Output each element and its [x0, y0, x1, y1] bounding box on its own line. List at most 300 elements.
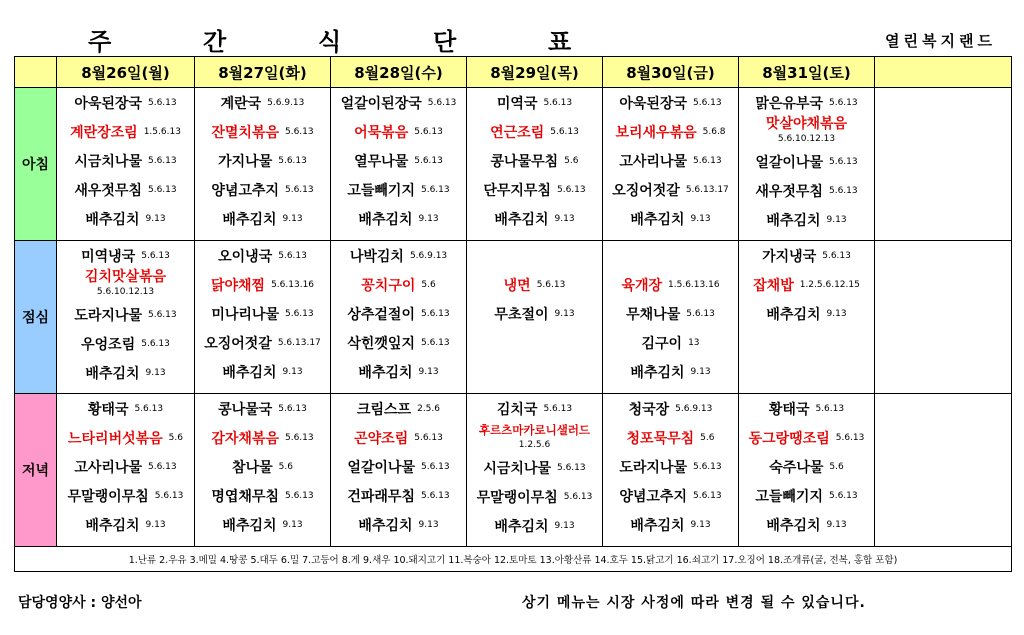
allergen-codes: 5.6.13 — [815, 403, 845, 414]
menu-item — [331, 204, 466, 233]
dish-name: 열무나물 — [354, 153, 409, 170]
title-char: 주 — [88, 28, 112, 56]
dish-name: 김치맛살볶음 — [84, 269, 167, 285]
allergen-codes: 5.6.13 — [147, 97, 177, 108]
allergen-codes: 5.6.13 — [278, 250, 307, 261]
menu-item — [331, 299, 466, 328]
allergen-codes: 5.6.13 — [134, 403, 164, 414]
allergen-codes: 5.6.13 — [284, 308, 314, 319]
menu-item — [603, 328, 738, 357]
dish-name: 오징어젓갈 — [612, 182, 680, 199]
menu-cell — [331, 88, 467, 241]
day-header: 8월27일(화) — [195, 57, 331, 88]
dish-name: 감자채볶음 — [211, 430, 279, 447]
dish-name: 배추김치 — [358, 211, 413, 228]
allergen-codes: 5.6.13 — [414, 126, 443, 137]
dish-name: 상추겉절이 — [347, 306, 415, 323]
weekly-menu-table — [14, 56, 1012, 572]
dish-name: 얼갈이나물 — [755, 154, 823, 171]
menu-cell — [195, 394, 331, 547]
menu-item — [57, 117, 194, 146]
day-header: 8월28일(수) — [331, 57, 467, 88]
menu-item — [603, 117, 738, 146]
dish-name: 무채나물 — [626, 306, 681, 323]
allergen-codes: 5.6.13 — [420, 308, 450, 319]
menu-item — [467, 423, 602, 453]
dish-name: 꽁치구이 — [361, 277, 416, 294]
menu-item — [603, 146, 738, 175]
menu-item — [331, 357, 466, 386]
allergen-codes: 5.6.13 — [414, 155, 443, 166]
dish-name: 고들빼기지 — [347, 182, 415, 199]
allergen-codes: 5.6.13 — [822, 250, 851, 261]
empty-day-header — [875, 57, 1012, 88]
day-header: 8월29일(목) — [467, 57, 603, 88]
dish-name: 단무지무침 — [483, 182, 551, 199]
dish-name: 황태국 — [87, 401, 129, 418]
allergen-codes: 5.6.8 — [702, 126, 726, 137]
allergen-codes: 5.6.13 — [536, 279, 566, 290]
dish-name: 배추김치 — [630, 211, 685, 228]
dish-name: 양념고추지 — [619, 488, 687, 505]
allergen-codes: 5.6.13 — [828, 490, 858, 501]
menu-item — [603, 423, 738, 452]
allergen-codes: 5.6.13 — [692, 155, 722, 166]
allergen-codes: 9.13 — [282, 366, 303, 377]
dish-name: 동그랑땡조림 — [748, 430, 830, 447]
menu-item — [603, 452, 738, 481]
dish-name: 배추김치 — [222, 364, 277, 381]
allergen-codes: 9.13 — [554, 520, 575, 531]
menu-item — [331, 88, 466, 117]
allergen-codes: 5.6.10.12.13 — [777, 134, 836, 144]
menu-item — [467, 117, 602, 146]
menu-item — [331, 241, 466, 270]
menu-item — [195, 423, 330, 452]
dish-name: 아욱된장국 — [74, 95, 142, 112]
title-char: 간 — [203, 28, 227, 56]
allergen-codes: 9.13 — [826, 214, 847, 225]
meal-label: 점심 — [15, 241, 57, 394]
allergen-codes: 13 — [688, 337, 700, 348]
dish-name: 배추김치 — [766, 212, 821, 229]
dish-name: 우엉조림 — [81, 336, 136, 353]
menu-item — [57, 423, 194, 452]
dish-name: 참나물 — [232, 459, 273, 476]
menu-item — [739, 176, 874, 205]
allergen-codes: 1.2.5.6.12.15 — [799, 279, 860, 290]
meal-label: 아침 — [15, 88, 57, 241]
allergen-codes: 5.6.13 — [420, 461, 450, 472]
dish-name: 시금치나물 — [483, 460, 551, 477]
allergen-codes: 5.6.13.16 — [271, 279, 315, 290]
allergen-codes: 9.13 — [418, 213, 439, 224]
menu-item — [603, 510, 738, 539]
menu-cell — [739, 241, 875, 394]
allergen-codes: 5.6.13 — [284, 184, 314, 195]
allergen-codes: 5.6.13 — [420, 337, 450, 348]
menu-item — [195, 175, 330, 204]
allergen-codes: 9.13 — [826, 308, 847, 319]
menu-item — [467, 88, 602, 117]
day-header: 8월30일(금) — [603, 57, 739, 88]
header-corner — [15, 57, 57, 88]
menu-cell — [57, 241, 195, 394]
menu-item — [603, 481, 738, 510]
header-row — [15, 57, 1012, 88]
empty-cell — [875, 88, 1012, 241]
menu-item — [331, 117, 466, 146]
allergen-codes: 9.13 — [690, 213, 711, 224]
menu-cell — [467, 394, 603, 547]
dish-name: 보리새우볶음 — [615, 124, 697, 141]
legend-row — [15, 547, 1012, 572]
menu-item — [603, 394, 738, 423]
menu-cell — [331, 394, 467, 547]
menu-cell — [195, 88, 331, 241]
menu-item — [739, 452, 874, 481]
menu-item — [57, 481, 194, 510]
dish-name: 고들빼기지 — [755, 488, 823, 505]
allergen-codes: 5.6.13 — [147, 155, 177, 166]
menu-item — [57, 394, 194, 423]
dish-name: 가지냉국 — [762, 248, 817, 265]
allergen-codes: 5.6.13 — [278, 403, 307, 414]
dish-name: 배추김치 — [85, 365, 140, 382]
menu-item — [57, 300, 194, 329]
menu-cell — [603, 241, 739, 394]
dish-name: 계란장조림 — [70, 124, 138, 141]
menu-item — [57, 175, 194, 204]
dish-name: 무말랭이무침 — [476, 489, 558, 506]
menu-item — [57, 452, 194, 481]
allergen-codes: 5.6.13 — [427, 97, 457, 108]
allergen-legend: 1.난류 2.우유 3.메밀 4.땅콩 5.대두 6.밀 7.고등어 8.게 9.새우 10.돼지고기 11.복숭아 12.토마토 13.아황산류 14.호두 15.닭고기 16.쇠고기 17.오징어 18.조개류(굴, 전복, 홍합 포함) — [15, 547, 1012, 572]
meal-row — [15, 394, 1012, 547]
dish-name: 미역국 — [496, 95, 538, 112]
menu-item — [603, 241, 738, 270]
menu-item — [467, 453, 602, 482]
menu-item — [467, 270, 602, 299]
allergen-codes: 5.6.13 — [828, 185, 858, 196]
allergen-codes: 5.6.13 — [563, 491, 593, 502]
dish-name: 배추김치 — [494, 211, 549, 228]
dish-name: 배추김치 — [222, 211, 277, 228]
allergen-codes: 5.6.13 — [556, 184, 586, 195]
dietitian-name: 담당영양사 : 양선아 — [18, 595, 142, 611]
dish-name: 청포묵무침 — [626, 430, 695, 447]
menu-item — [331, 328, 466, 357]
menu-item — [467, 204, 602, 233]
dish-name: 오이냉국 — [218, 248, 273, 265]
dish-name: 나박김치 — [349, 248, 404, 265]
dish-name: 배추김치 — [85, 517, 140, 534]
dish-name: 얼갈이나물 — [347, 459, 415, 476]
dish-name: 잡채밥 — [753, 277, 794, 294]
menu-item — [57, 204, 194, 233]
menu-item — [57, 510, 194, 539]
menu-item — [739, 423, 874, 452]
menu-item — [739, 147, 874, 176]
dish-name: 시금치나물 — [74, 153, 142, 170]
dish-name: 냉면 — [503, 277, 531, 294]
menu-item — [331, 270, 466, 299]
dish-name: 배추김치 — [630, 364, 685, 381]
meal-row — [15, 88, 1012, 241]
allergen-codes: 1.5.6.13 — [143, 126, 181, 137]
menu-item — [195, 88, 330, 117]
menu-item — [195, 204, 330, 233]
menu-item — [739, 241, 874, 270]
menu-cell — [603, 394, 739, 547]
menu-item — [603, 270, 738, 299]
change-notice: 상기 메뉴는 시장 사정에 따라 변경 될 수 있습니다. — [522, 595, 866, 611]
menu-cell — [57, 88, 195, 241]
title-char: 단 — [433, 28, 457, 56]
allergen-codes: 9.13 — [145, 519, 166, 530]
allergen-codes: 5.6.13 — [543, 403, 573, 414]
menu-item — [739, 88, 874, 117]
allergen-codes: 5.6.13 — [692, 490, 722, 501]
menu-item — [195, 299, 330, 328]
dish-name: 미역냉국 — [81, 248, 136, 265]
dish-name: 곤약조림 — [354, 430, 409, 447]
menu-item — [739, 117, 874, 147]
menu-item — [739, 394, 874, 423]
page-title — [0, 22, 680, 54]
organization-name: 열린복지랜드 — [885, 32, 996, 50]
title-char: 식 — [318, 28, 342, 56]
allergen-codes: 5.6.13 — [414, 432, 443, 443]
menu-item — [57, 241, 194, 270]
dish-name: 배추김치 — [85, 211, 140, 228]
allergen-codes: 5.6.13 — [686, 308, 715, 319]
dish-name: 도라지나물 — [619, 459, 687, 476]
dish-name: 콩나물국 — [218, 401, 273, 418]
menu-item — [467, 175, 602, 204]
allergen-codes: 9.13 — [690, 366, 711, 377]
menu-cell — [739, 88, 875, 241]
menu-cell — [331, 241, 467, 394]
dish-name: 계란국 — [220, 95, 262, 112]
dish-name: 새우젓무침 — [755, 183, 823, 200]
allergen-codes: 5.6 — [700, 432, 715, 443]
menu-item — [467, 394, 602, 423]
dish-name: 숙주나물 — [769, 459, 824, 476]
allergen-codes: 5.6.13 — [420, 184, 450, 195]
menu-item — [739, 510, 874, 539]
allergen-codes: 1.5.6.13.16 — [668, 279, 720, 290]
menu-item — [57, 88, 194, 117]
menu-item — [195, 452, 330, 481]
dish-name: 어묵볶음 — [354, 124, 409, 141]
menu-item — [331, 175, 466, 204]
allergen-codes: 5.6.13 — [692, 461, 722, 472]
dish-name: 육개장 — [621, 277, 663, 294]
day-header: 8월31일(토) — [739, 57, 875, 88]
menu-item — [57, 270, 194, 300]
allergen-codes: 9.13 — [554, 308, 575, 319]
menu-item — [331, 481, 466, 510]
menu-item — [57, 329, 194, 358]
allergen-codes: 5.6.13 — [278, 155, 307, 166]
meal-row — [15, 241, 1012, 394]
allergen-codes: 5.6.13 — [147, 309, 177, 320]
dish-name: 청국장 — [628, 401, 670, 418]
dish-name: 아욱된장국 — [619, 95, 687, 112]
dish-name: 무말랭이무침 — [67, 488, 149, 505]
allergen-codes: 5.6.9.13 — [675, 403, 713, 414]
dish-name: 닭야채찜 — [210, 277, 266, 294]
dish-name: 새우젓무침 — [74, 182, 142, 199]
allergen-codes: 9.13 — [826, 519, 847, 530]
dish-name: 가지나물 — [218, 153, 273, 170]
menu-cell — [57, 394, 195, 547]
allergen-codes: 5.6 — [829, 461, 844, 472]
menu-item — [331, 394, 466, 423]
dish-name: 무초절이 — [494, 306, 549, 323]
dish-name: 얼갈이된장국 — [340, 95, 422, 112]
allergen-codes: 5.6.13.17 — [685, 184, 729, 195]
menu-item — [195, 146, 330, 175]
dish-name: 배추김치 — [358, 517, 413, 534]
allergen-codes: 5.6.13 — [141, 338, 170, 349]
dish-name: 크림스프 — [356, 401, 412, 418]
title-char: 표 — [548, 28, 572, 56]
allergen-codes: 5.6.13 — [828, 156, 858, 167]
dish-name: 배추김치 — [222, 517, 277, 534]
dish-name: 미나리나물 — [211, 306, 279, 323]
dish-name: 오징어젓갈 — [204, 335, 272, 352]
menu-item — [331, 452, 466, 481]
dish-name: 느타리버섯볶음 — [68, 430, 163, 447]
allergen-codes: 5.6.9.13 — [409, 250, 448, 261]
menu-item — [603, 357, 738, 386]
allergen-codes: 9.13 — [418, 519, 439, 530]
menu-item — [603, 299, 738, 328]
menu-cell — [467, 241, 603, 394]
allergen-codes: 5.6.13 — [284, 432, 314, 443]
menu-item — [467, 482, 602, 511]
meal-label: 저녁 — [15, 394, 57, 547]
menu-item — [195, 357, 330, 386]
menu-item — [331, 510, 466, 539]
menu-item — [331, 146, 466, 175]
menu-item — [603, 175, 738, 204]
menu-item — [195, 394, 330, 423]
dish-name: 잔멸치볶음 — [211, 124, 279, 141]
menu-item — [195, 510, 330, 539]
menu-cell — [739, 394, 875, 547]
menu-item — [331, 423, 466, 452]
allergen-codes: 5.6 — [168, 432, 183, 443]
menu-item — [57, 146, 194, 175]
dish-name: 맛살야채볶음 — [765, 116, 848, 132]
menu-item — [739, 205, 874, 234]
allergen-codes: 5.6.9.13 — [267, 97, 305, 108]
allergen-codes: 9.13 — [145, 367, 166, 378]
allergen-codes: 5.6 — [564, 155, 579, 166]
allergen-codes: 5.6.13 — [692, 97, 722, 108]
allergen-codes: 5.6.13 — [420, 490, 450, 501]
allergen-codes: 5.6 — [278, 461, 293, 472]
allergen-codes: 5.6.13 — [835, 432, 865, 443]
allergen-codes: 5.6.10.12.13 — [96, 287, 155, 297]
menu-cell — [467, 88, 603, 241]
menu-item — [739, 270, 874, 299]
dish-name: 김치국 — [496, 401, 538, 418]
allergen-codes: 5.6.13 — [284, 490, 314, 501]
dish-name: 연근조림 — [490, 124, 545, 141]
allergen-codes: 5.6.13 — [550, 126, 579, 137]
menu-item — [467, 146, 602, 175]
menu-cell — [195, 241, 331, 394]
dish-name: 배추김치 — [358, 364, 413, 381]
allergen-codes: 5.6.13.17 — [277, 337, 321, 348]
dish-name: 배추김치 — [630, 517, 685, 534]
dish-name: 후르츠마카로니샐러드 — [478, 423, 591, 437]
empty-cell — [875, 394, 1012, 547]
empty-cell — [875, 241, 1012, 394]
dish-name: 도라지나물 — [74, 307, 142, 324]
dish-name: 건파래무침 — [347, 488, 415, 505]
dish-name: 황태국 — [768, 401, 810, 418]
dish-name: 삭힌깻잎지 — [347, 335, 415, 352]
dish-name: 배추김치 — [494, 518, 549, 535]
menu-cell — [603, 88, 739, 241]
allergen-codes: 9.13 — [554, 213, 575, 224]
allergen-codes: 1.2.5.6 — [518, 440, 551, 450]
menu-item — [195, 481, 330, 510]
allergen-codes: 5.6.13 — [543, 97, 573, 108]
dish-name: 고사리나물 — [619, 153, 687, 170]
menu-item — [57, 358, 194, 387]
dish-name: 고사리나물 — [74, 459, 142, 476]
allergen-codes: 9.13 — [282, 213, 303, 224]
menu-item — [603, 204, 738, 233]
allergen-codes: 5.6.13 — [556, 462, 586, 473]
menu-item — [195, 270, 330, 299]
dish-name: 양념고추지 — [211, 182, 279, 199]
allergen-codes: 9.13 — [418, 366, 439, 377]
menu-item — [603, 88, 738, 117]
allergen-codes: 5.6.13 — [147, 184, 177, 195]
allergen-codes: 9.13 — [282, 519, 303, 530]
allergen-codes: 5.6.13 — [147, 461, 177, 472]
allergen-codes: 9.13 — [690, 519, 711, 530]
allergen-codes: 5.6.13 — [141, 250, 170, 261]
dish-name: 김구이 — [641, 335, 683, 352]
menu-item — [467, 299, 602, 328]
menu-item — [467, 241, 602, 270]
dish-name: 배추김치 — [766, 517, 821, 534]
day-header: 8월26일(월) — [57, 57, 195, 88]
dish-name: 콩나물무침 — [490, 153, 559, 170]
menu-item — [195, 328, 330, 357]
menu-item — [739, 481, 874, 510]
allergen-codes: 5.6.13 — [828, 97, 858, 108]
allergen-codes: 5.6.13 — [284, 126, 314, 137]
dish-name: 배추김치 — [766, 306, 821, 323]
menu-item — [195, 117, 330, 146]
menu-item — [739, 299, 874, 328]
menu-item — [467, 511, 602, 540]
allergen-codes: 2.5.6 — [417, 403, 440, 414]
allergen-codes: 5.6.13 — [154, 490, 184, 501]
menu-item — [195, 241, 330, 270]
dish-name: 맑은유부국 — [755, 95, 823, 112]
dish-name: 명엽채무침 — [211, 488, 279, 505]
